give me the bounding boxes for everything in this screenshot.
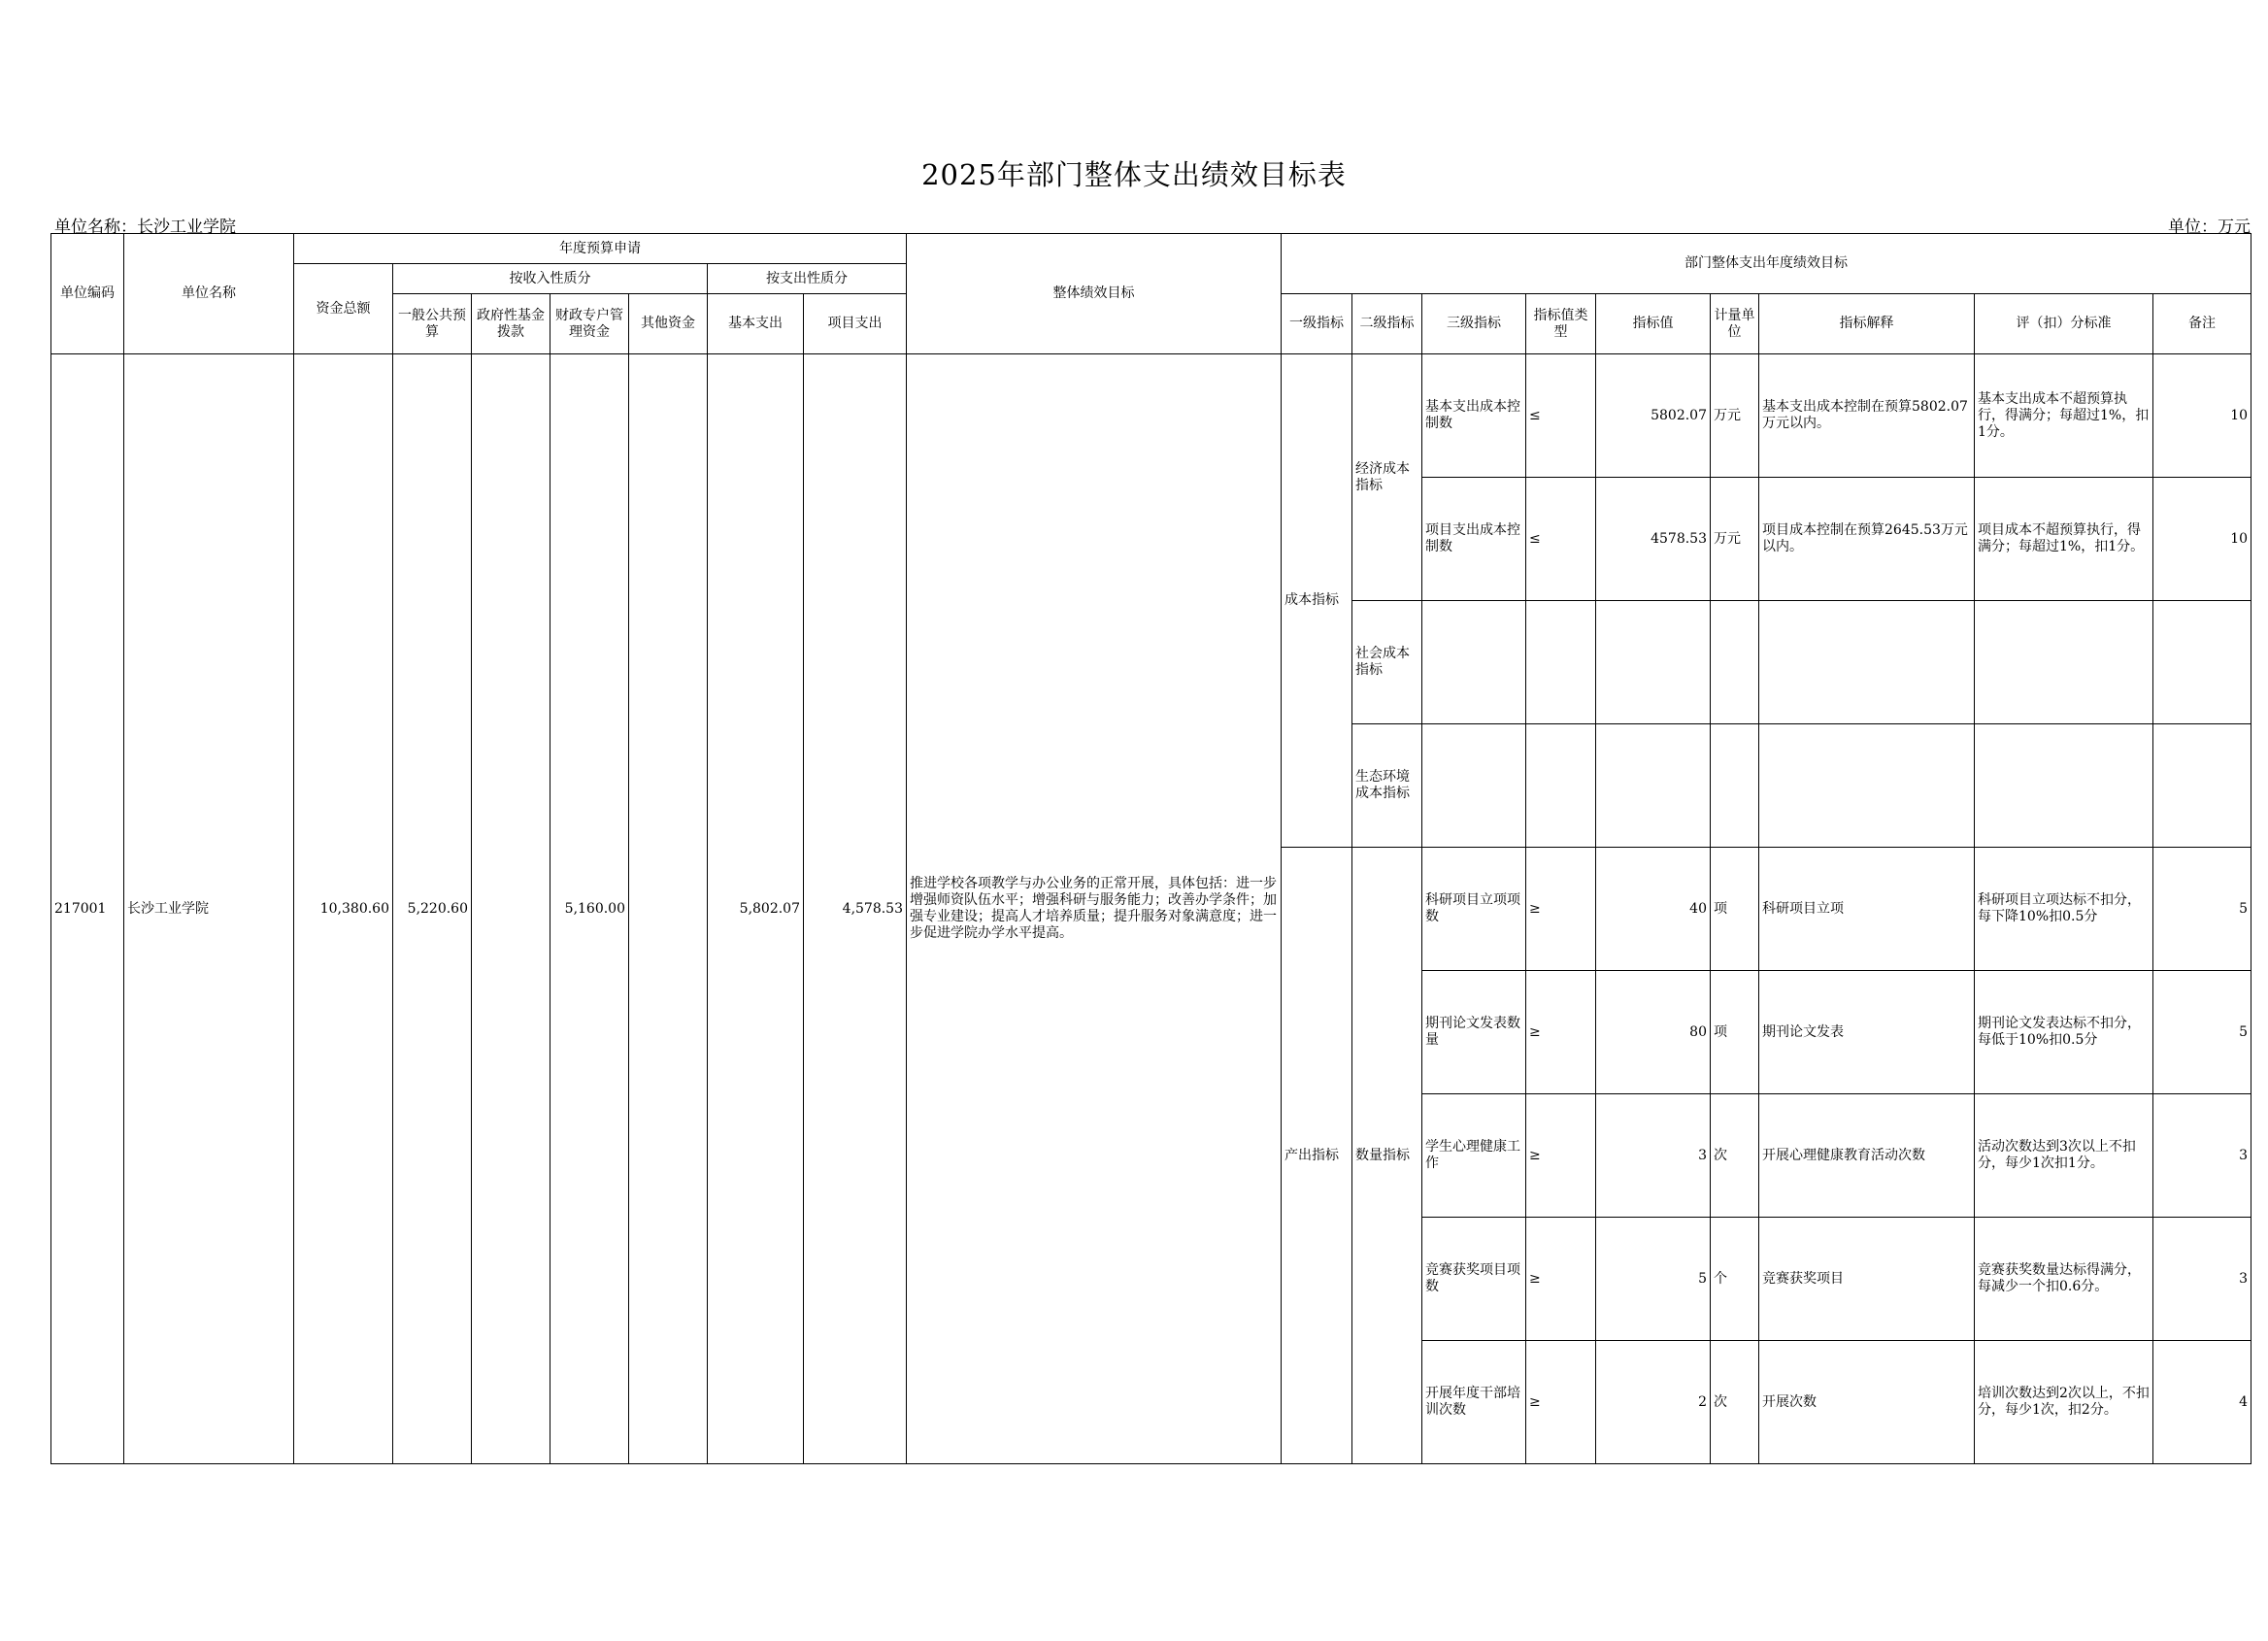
page-title: 2025年部门整体支出绩效目标表 <box>921 158 1347 191</box>
indicator-explanation: 开展心理健康教育活动次数 <box>1759 1094 1975 1218</box>
indicator-explanation: 基本支出成本控制在预算5802.07万元以内。 <box>1759 354 1975 478</box>
indicator-remark <box>2153 601 2251 724</box>
indicator-name: 项目支出成本控制数 <box>1422 478 1526 601</box>
indicator-scoring: 基本支出成本不超预算执行，得满分；每超过1%，扣1分。 <box>1975 354 2153 478</box>
level2-eco-env: 生态环境成本指标 <box>1352 724 1422 848</box>
level2-social: 社会成本指标 <box>1352 601 1422 724</box>
indicator-value <box>1596 601 1711 724</box>
indicator-name: 期刊论文发表数量 <box>1422 971 1526 1094</box>
header-by-expense: 按支出性质分 <box>708 264 907 294</box>
indicator-remark: 5 <box>2153 971 2251 1094</box>
record-basic: 5,802.07 <box>708 354 804 1464</box>
indicator-unit <box>1711 724 1759 848</box>
indicator-value: 2 <box>1596 1341 1711 1464</box>
header-value: 指标值 <box>1596 294 1711 354</box>
header-remarks: 备注 <box>2153 294 2251 354</box>
indicator-explanation <box>1759 601 1975 724</box>
indicator-remark: 10 <box>2153 354 2251 478</box>
indicator-unit: 次 <box>1711 1341 1759 1464</box>
indicator-explanation: 项目成本控制在预算2645.53万元以内。 <box>1759 478 1975 601</box>
unit-name-label: 单位名称：长沙工业学院 <box>54 218 236 237</box>
header-special-fund: 财政专户管理资金 <box>550 294 629 354</box>
level2-quantity: 数量指标 <box>1352 848 1422 1464</box>
indicator-value: 80 <box>1596 971 1711 1094</box>
indicator-remark: 4 <box>2153 1341 2251 1464</box>
header-overall-goal: 整体绩效目标 <box>907 234 1282 354</box>
indicator-scoring <box>1975 601 2153 724</box>
indicator-value: 4578.53 <box>1596 478 1711 601</box>
record-special: 5,160.00 <box>550 354 629 1464</box>
indicator-remark: 3 <box>2153 1218 2251 1341</box>
record-project: 4,578.53 <box>804 354 907 1464</box>
record-goal-text: 推进学校各项教学与办公业务的正常开展，具体包括：进一步增强师资队伍水平；增强科研与服务能力；改善办学条件；加强专业建设；提高人才培养质量；提升服务对象满意度；进一步促进学院办学水平提高。 <box>907 354 1282 1464</box>
indicator-scoring: 竞赛获奖数量达标得满分，每减少一个扣0.6分。 <box>1975 1218 2153 1341</box>
indicator-scoring: 活动次数达到3次以上不扣分，每少1次扣1分。 <box>1975 1094 2153 1218</box>
record-gov-fund <box>472 354 550 1464</box>
header-value-type: 指标值类型 <box>1526 294 1596 354</box>
indicator-type: ≥ <box>1526 1218 1596 1341</box>
header-total-funds: 资金总额 <box>294 264 393 354</box>
header-annual-budget: 年度预算申请 <box>294 234 907 264</box>
indicator-unit: 次 <box>1711 1094 1759 1218</box>
indicator-unit <box>1711 601 1759 724</box>
indicator-name <box>1422 724 1526 848</box>
indicator-unit: 万元 <box>1711 478 1759 601</box>
record-total: 10,380.60 <box>294 354 393 1464</box>
header-gov-fund: 政府性基金拨款 <box>472 294 550 354</box>
header-unit-code: 单位编码 <box>51 234 124 354</box>
indicator-name: 科研项目立项项数 <box>1422 848 1526 971</box>
indicator-unit: 项 <box>1711 971 1759 1094</box>
header-level2: 二级指标 <box>1352 294 1422 354</box>
record-name: 长沙工业学院 <box>124 354 294 1464</box>
record-code: 217001 <box>51 354 124 1464</box>
header-project-expense: 项目支出 <box>804 294 907 354</box>
indicator-unit: 项 <box>1711 848 1759 971</box>
indicator-value <box>1596 724 1711 848</box>
indicator-value: 3 <box>1596 1094 1711 1218</box>
record-other <box>629 354 708 1464</box>
header-scoring: 评（扣）分标准 <box>1975 294 2153 354</box>
indicator-type: ≥ <box>1526 971 1596 1094</box>
level2-economic: 经济成本指标 <box>1352 354 1422 601</box>
indicator-value: 5 <box>1596 1218 1711 1341</box>
indicator-name <box>1422 601 1526 724</box>
header-by-income: 按收入性质分 <box>393 264 708 294</box>
indicator-explanation <box>1759 724 1975 848</box>
performance-table <box>50 233 2251 1464</box>
indicator-type: ≥ <box>1526 848 1596 971</box>
header-unit: 计量单位 <box>1711 294 1759 354</box>
indicator-remark: 5 <box>2153 848 2251 971</box>
indicator-explanation: 科研项目立项 <box>1759 848 1975 971</box>
indicator-type: ≤ <box>1526 354 1596 478</box>
indicator-type: ≥ <box>1526 1341 1596 1464</box>
header-annual-goal: 部门整体支出年度绩效目标 <box>1282 234 2251 294</box>
indicator-scoring: 科研项目立项达标不扣分，每下降10%扣0.5分 <box>1975 848 2153 971</box>
indicator-value: 40 <box>1596 848 1711 971</box>
indicator-scoring: 项目成本不超预算执行，得满分；每超过1%，扣1分。 <box>1975 478 2153 601</box>
indicator-name: 开展年度干部培训次数 <box>1422 1341 1526 1464</box>
indicator-unit: 万元 <box>1711 354 1759 478</box>
level1-cost: 成本指标 <box>1282 354 1352 848</box>
indicator-name: 竞赛获奖项目项数 <box>1422 1218 1526 1341</box>
header-unit-name: 单位名称 <box>124 234 294 354</box>
header-explanation: 指标解释 <box>1759 294 1975 354</box>
indicator-remark: 10 <box>2153 478 2251 601</box>
header-level1: 一级指标 <box>1282 294 1352 354</box>
indicator-name: 基本支出成本控制数 <box>1422 354 1526 478</box>
header-general-budget: 一般公共预算 <box>393 294 472 354</box>
indicator-type: ≤ <box>1526 478 1596 601</box>
indicator-name: 学生心理健康工作 <box>1422 1094 1526 1218</box>
indicator-explanation: 期刊论文发表 <box>1759 971 1975 1094</box>
indicator-type <box>1526 601 1596 724</box>
level1-output: 产出指标 <box>1282 848 1352 1464</box>
currency-unit-label: 单位：万元 <box>2168 218 2251 237</box>
record-general: 5,220.60 <box>393 354 472 1464</box>
indicator-type <box>1526 724 1596 848</box>
indicator-scoring <box>1975 724 2153 848</box>
header-level3: 三级指标 <box>1422 294 1526 354</box>
indicator-value: 5802.07 <box>1596 354 1711 478</box>
indicator-explanation: 开展次数 <box>1759 1341 1975 1464</box>
indicator-scoring: 培训次数达到2次以上，不扣分，每少1次，扣2分。 <box>1975 1341 2153 1464</box>
header-basic-expense: 基本支出 <box>708 294 804 354</box>
indicator-scoring: 期刊论文发表达标不扣分，每低于10%扣0.5分 <box>1975 971 2153 1094</box>
indicator-unit: 个 <box>1711 1218 1759 1341</box>
indicator-remark: 3 <box>2153 1094 2251 1218</box>
indicator-explanation: 竞赛获奖项目 <box>1759 1218 1975 1341</box>
header-other-fund: 其他资金 <box>629 294 708 354</box>
indicator-remark <box>2153 724 2251 848</box>
indicator-type: ≥ <box>1526 1094 1596 1218</box>
